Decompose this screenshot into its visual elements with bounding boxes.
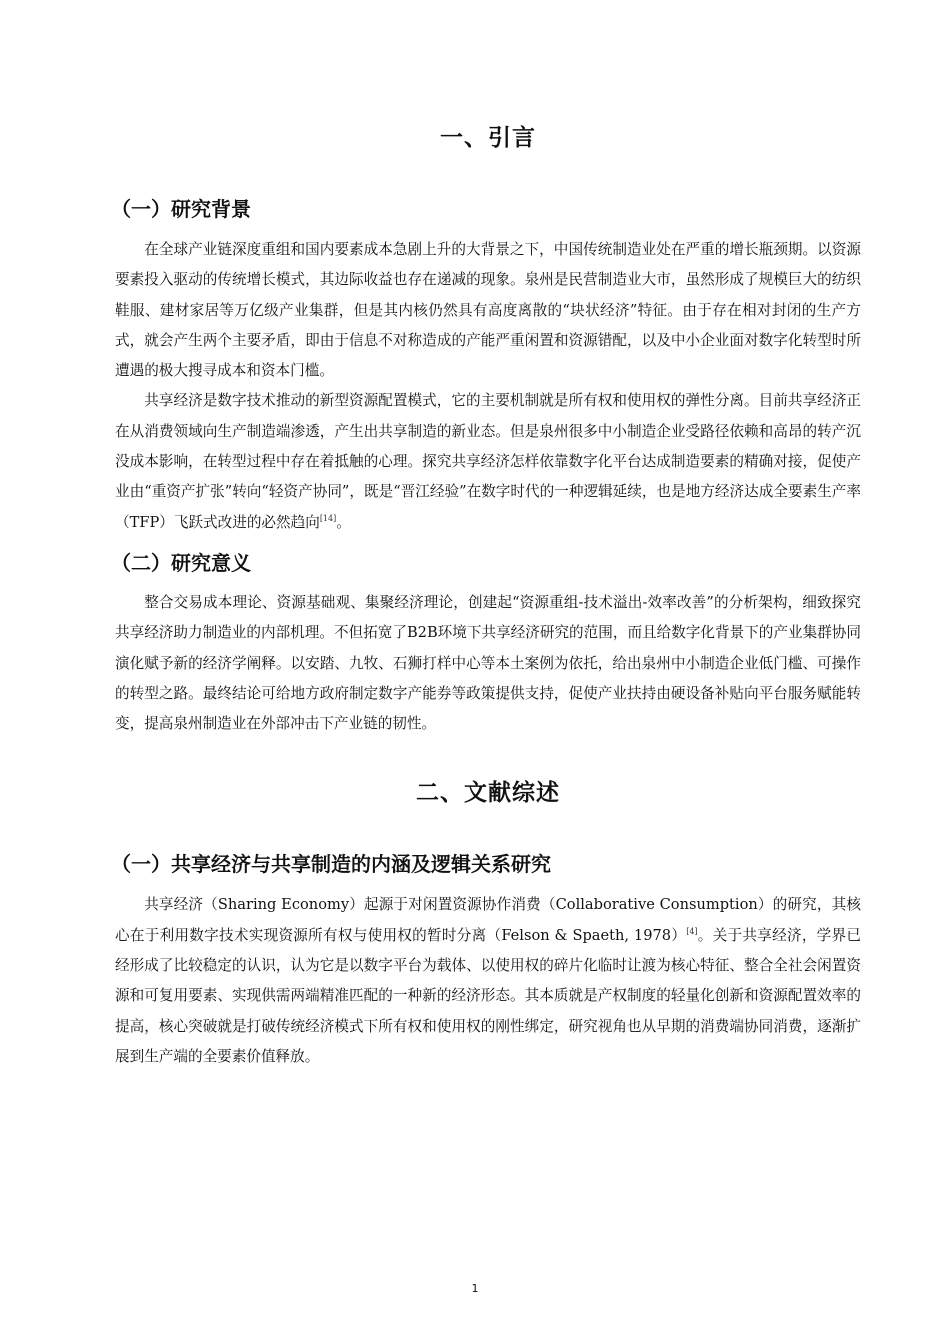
page-content bbox=[111, 118, 861, 1072]
paragraph-end: 。关于共享经济，学界已经形成了比较稳定的认识，认为它是以数字平台为载体、以使用权的碎片化临时让渡为核心特征、整合全社会闲置资源和可复用要素、实现供需两端精准匹配的一种新的经济形态。其本质就是产权制度的轻量化创新和资源配置效率的提高，核心突破就是打破传统经济模式下所有权和使用权的刚性绑定，研究视角也从早期的消费端协同消费，逐渐扩展到生产端的全要素价值释放。 bbox=[115, 926, 861, 1065]
paragraph-text: 共享经济（Sharing Economy）起源于对闲置资源协作消费（Collaborative Consumption）的研究，其核心在于利用数字技术实现资源所有权与使用权的暂时分离（Felson & Spaeth, 1978） bbox=[115, 896, 861, 944]
citation-marker: [4] bbox=[686, 926, 698, 936]
section-title-research-significance: （二）研究意义 bbox=[111, 550, 251, 575]
paragraph-text: 共享经济是数字技术推动的新型资源配置模式，它的主要机制就是所有权和使用权的弹性分离。目前共享经济正在从消费领域向生产制造端渗透，产生出共享制造的新业态。但是泉州很多中小制造企业受路径依赖和高昂的转产沉没成本影响，在转型过程中存在着抵触的心理。探究共享经济怎样依靠数字化平台达成制造要素的精确对接，促使产业由“重资产扩张”转向“轻资产协同”，既是“晋江经验”在数字时代的一种逻辑延续，也是地方经济达成全要素生产率（TFP）飞跃式改进的必然趋向 bbox=[115, 392, 861, 531]
page-number: 1 bbox=[471, 1282, 479, 1295]
paragraph-end: 。 bbox=[336, 513, 351, 531]
section-title-research-background: （一）研究背景 bbox=[111, 197, 251, 221]
citation-marker: [14] bbox=[319, 513, 337, 523]
paragraph-significance-1: 整合交易成本理论、资源基础观、集聚经济理论，创建起“资源重组-技术溢出-效率改善”的分析架构，细致探究共享经济助力制造业的内部机理。不但拓宽了B2B环境下共享经济研究的范围，而且给数字化背景下的产业集群协同演化赋予新的经济学阐释。以安踏、九牧、石狮打样中心等本土案例为依托，给出泉州中小制造企业低门槛、可操作的转型之路。最终结论可给地方政府制定数字产能券等政策提供支持，促使产业扶持由硬设备补贴向平台服务赋能转变，提高泉州制造业在外部冲击下产业链的韧性。 bbox=[115, 593, 861, 733]
chapter-title-introduction: 一、引言 bbox=[440, 125, 536, 151]
paragraph-background-2 bbox=[115, 386, 861, 537]
chapter-title-literature-review: 二、文献综述 bbox=[416, 780, 560, 807]
paragraph-sharing-economy-1 bbox=[115, 890, 861, 1072]
paragraph-background-1: 在全球产业链深度重组和国内要素成本急剧上升的大背景之下，中国传统制造业处在严重的增长瓶颈期。以资源要素投入驱动的传统增长模式，其边际收益也存在递减的现象。泉州是民营制造业大市，虽然形成了规模巨大的纺织鞋服、建材家居等万亿级产业集群，但是其内核仍然具有高度离散的“块状经济”特征。由于存在相对封闭的生产方式，就会产生两个主要矛盾，即由于信息不对称造成的产能严重闲置和资源错配，以及中小企业面对数字化转型时所遭遇的极大搜寻成本和资本门槛。 bbox=[115, 241, 861, 380]
section-title-sharing-economy: （一）共享经济与共享制造的内涵及逻辑关系研究 bbox=[111, 852, 551, 877]
